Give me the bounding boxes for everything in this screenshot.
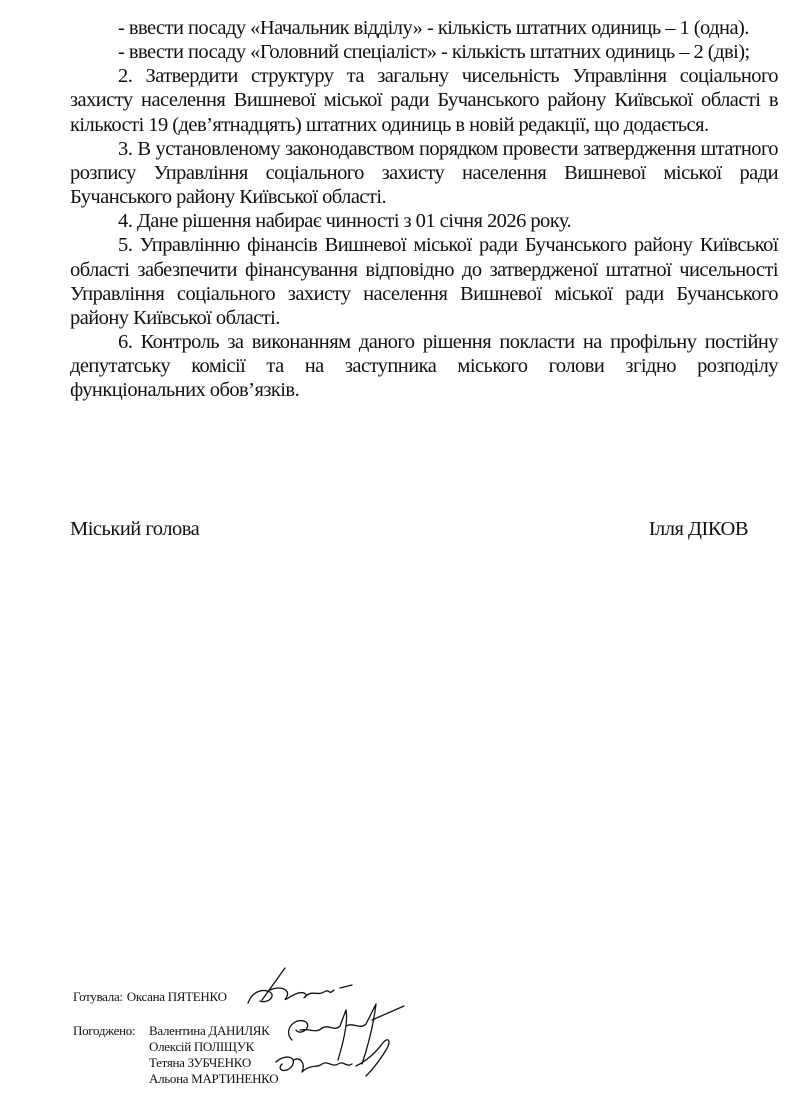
paragraph-bullet-chief: - ввести посаду «Головний спеціаліст» - кількість штатних одиниць – 2 (дві); bbox=[118, 41, 750, 64]
paragraph-item-4: 4. Дане рішення набирає чинності з 01 січня 2026 року. bbox=[118, 210, 572, 233]
approved-by-name: Олексій ПОЛІЩУК bbox=[149, 1039, 254, 1054]
approved-label: Погоджено: bbox=[73, 1023, 136, 1038]
signatory-name: Ілля ДІКОВ bbox=[648, 518, 748, 540]
approved-by-name: Альона МАРТИНЕНКО bbox=[149, 1071, 279, 1086]
prepared-by-row bbox=[73, 989, 278, 1005]
approved-by-name: Тетяна ЗУБЧЕНКО bbox=[149, 1055, 251, 1070]
paragraph-item-2: 2. Затвердити структуру та загальну чисельність Управління соціального захисту населення Вишневої міської ради Бучанського району Київської області в кількості 19 (дев’ятнадцять) штатних одиниць в новій редакції, що додається. bbox=[70, 65, 778, 136]
prepared-by-name: Оксана ПЯТЕНКО bbox=[126, 989, 227, 1004]
approved-by-row bbox=[73, 1023, 278, 1039]
approved-by-row bbox=[73, 1071, 278, 1087]
mayor-signature-block bbox=[70, 517, 748, 541]
decision-body bbox=[70, 16, 778, 403]
paragraph-item-5: 5. Управлінню фінансів Вишневої міської ради Бучанського району Київської області забезпечити фінансування відповідно до затвердженої штатної чисельності Управління соціального захисту населення Вишневої міської ради Бучанського району Київської області. bbox=[70, 234, 778, 329]
signatory-position: Міський голова bbox=[70, 518, 200, 540]
approved-by-row bbox=[73, 1055, 278, 1071]
paragraph-item-6: 6. Контроль за виконанням даного рішення покласти на профільну постійну депутатську комісії та на заступника міського голови згідно розподілу функціональних обов’язків. bbox=[70, 331, 778, 402]
paragraph-item-3: 3. В установленому законодавством порядком провести затвердження штатного розпису Управління соціального захисту населення Вишневої міської ради Бучанського району Київської області. bbox=[70, 137, 778, 209]
paragraph-bullet-head: - ввести посаду «Начальник відділу» - кількість штатних одиниць – 1 (одна). bbox=[118, 17, 749, 39]
approval-footer bbox=[73, 989, 278, 1087]
signature-zubchenko bbox=[276, 1040, 389, 1076]
prepared-label: Готувала: bbox=[73, 989, 123, 1004]
approved-by-row bbox=[73, 1039, 278, 1055]
approved-by-name: Валентина ДАНИЛЯК bbox=[149, 1023, 270, 1038]
signature-danyliak bbox=[289, 1004, 404, 1064]
